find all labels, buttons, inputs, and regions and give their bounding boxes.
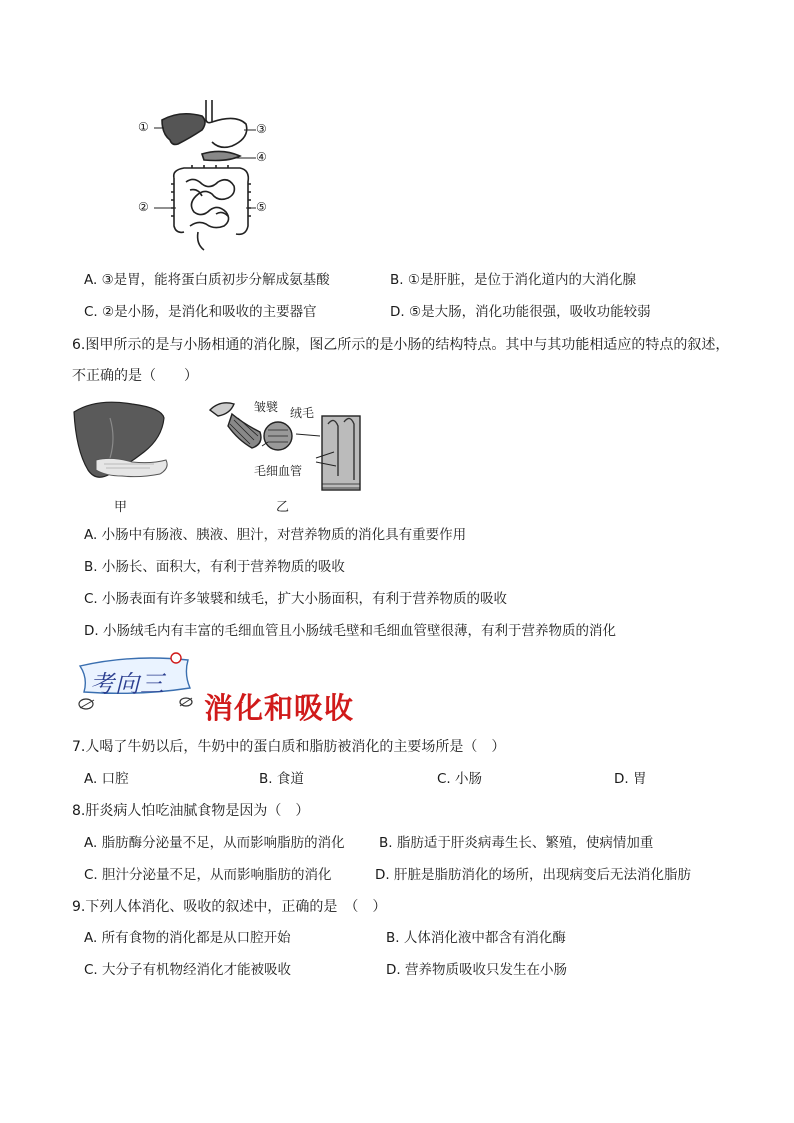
figure-yi (204, 396, 364, 518)
q8-option-b[interactable]: B. 脂肪适于肝炎病毒生长、繁殖，使病情加重 (379, 835, 654, 851)
liver-drawing (70, 398, 180, 493)
q9-option-c[interactable]: C. 大分子有机物经消化才能被吸收 (84, 962, 292, 978)
label-rongmao: 绒毛 (290, 406, 315, 420)
q6-option-b[interactable]: B. 小肠长、面积大，有利于营养物质的吸收 (84, 559, 345, 575)
q9-option-d[interactable]: D. 营养物质吸收只发生在小肠 (386, 962, 567, 978)
q7-option-b[interactable]: B. 食道 (259, 771, 304, 787)
q6-stem-line2: 不正确的是（ ） (72, 368, 198, 384)
q7-stem: 7.人喝了牛奶以后，牛奶中的蛋白质和脂肪被消化的主要场所是（ ） (72, 739, 506, 755)
q7-option-c[interactable]: C. 小肠 (437, 771, 483, 787)
figure-yi-caption: 乙 (276, 500, 290, 515)
q7-option-d[interactable]: D. 胃 (614, 771, 647, 787)
q6-option-c[interactable]: C. 小肠表面有许多皱襞和绒毛，扩大小肠面积，有利于营养物质的吸收 (84, 591, 508, 607)
section-badge-text: 考向三 (90, 670, 165, 698)
q5-option-a[interactable]: A. ③是胃，能将蛋白质初步分解成氨基酸 (84, 272, 330, 288)
label-maoxi: 毛细血管 (254, 464, 303, 478)
q6-option-d[interactable]: D. 小肠绒毛内有丰富的毛细血管且小肠绒毛壁和毛细血管壁很薄，有利于营养物质的消化 (84, 623, 616, 639)
q8-stem: 8.肝炎病人怕吃油腻食物是因为（ ） (72, 803, 310, 819)
q9-option-b[interactable]: B. 人体消化液中都含有消化酶 (386, 930, 566, 946)
q9-option-a[interactable]: A. 所有食物的消化都是从口腔开始 (84, 930, 291, 946)
q6-option-a[interactable]: A. 小肠中有肠液、胰液、胆汁，对营养物质的消化具有重要作用 (84, 527, 467, 543)
figure-label-3: ③ (256, 122, 267, 136)
figure-jia (70, 398, 180, 516)
q9-stem: 9.下列人体消化、吸收的叙述中，正确的是 （ ） (72, 899, 387, 915)
intestine-structure-drawing (204, 396, 364, 496)
label-zhoubi: 皱襞 (254, 400, 279, 414)
figure-label-1: ① (138, 120, 149, 134)
figure-label-5: ⑤ (256, 200, 267, 214)
q8-option-c[interactable]: C. 胆汁分泌量不足，从而影响脂肪的消化 (84, 867, 332, 883)
figure-label-2: ② (138, 200, 149, 214)
q7-option-a[interactable]: A. 口腔 (84, 771, 129, 787)
q8-option-d[interactable]: D. 肝脏是脂肪消化的场所，出现病变后无法消化脂肪 (375, 867, 691, 883)
q5-option-b[interactable]: B. ①是肝脏，是位于消化道内的大消化腺 (390, 272, 636, 288)
digestive-system-figure (132, 98, 282, 258)
figure-label-4: ④ (256, 150, 267, 164)
section-header (72, 652, 392, 725)
q5-option-c[interactable]: C. ②是小肠，是消化和吸收的主要器官 (84, 304, 317, 320)
q5-option-d[interactable]: D. ⑤是大肠，消化功能很强，吸收功能较弱 (390, 304, 651, 320)
q8-option-a[interactable]: A. 脂肪酶分泌量不足，从而影响脂肪的消化 (84, 835, 345, 851)
section-title: 消化和吸收 (204, 691, 355, 725)
q6-stem-line1: 6.图甲所示的是与小肠相通的消化腺，图乙所示的是小肠的结构特点。其中与其功能相适应的特点的叙述， (72, 337, 730, 353)
figure-jia-caption: 甲 (114, 500, 128, 515)
